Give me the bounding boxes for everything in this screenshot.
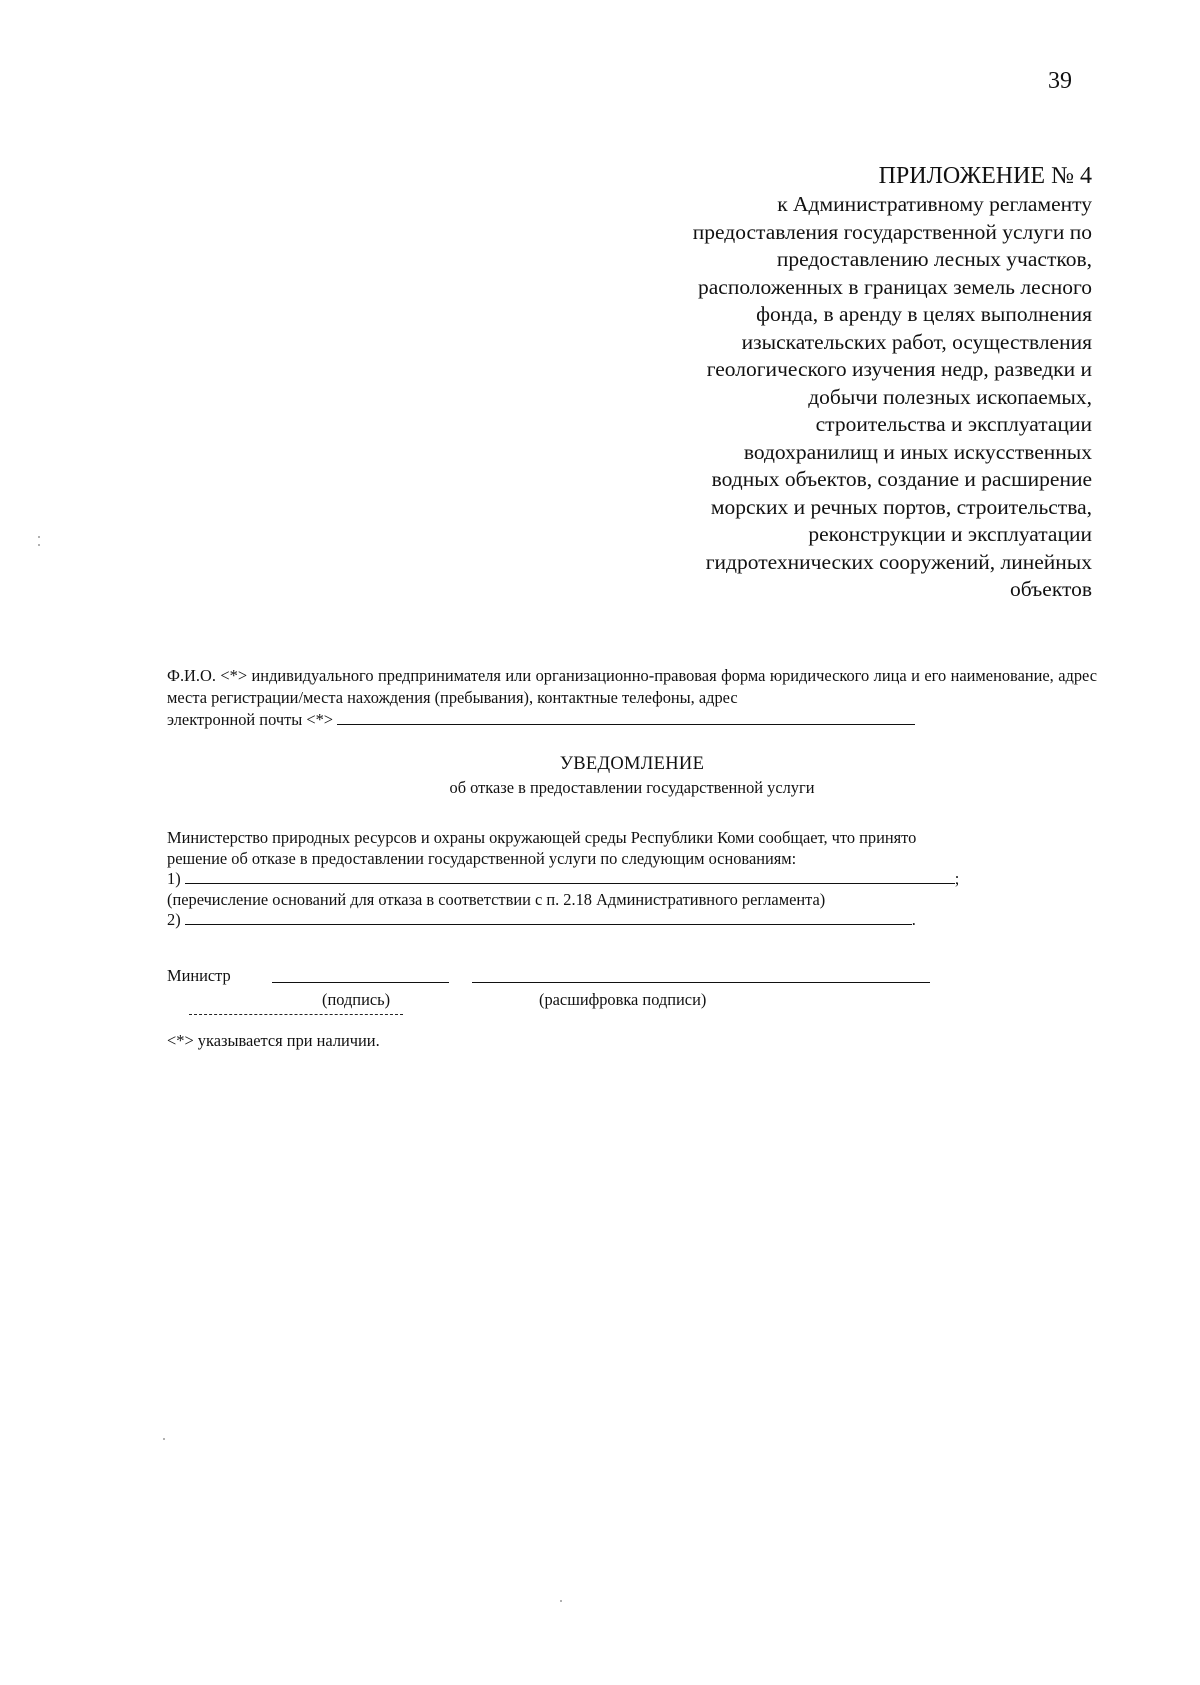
signature-caption: (подпись) — [322, 990, 391, 1009]
body-line: Министерство природных ресурсов и охраны окружающей среды Республики Коми сообщает, что принято — [167, 828, 917, 847]
annex-line: реконструкции и эксплуатации — [808, 522, 1092, 546]
annex-line: гидротехнических сооружений, линейных — [705, 549, 1092, 574]
reason-item-2 — [167, 910, 1107, 931]
notice-title: УВЕДОМЛЕНИЕ — [559, 754, 705, 774]
annex-line: расположенных в границах земель лесного — [697, 274, 1092, 299]
decryption-blank-line — [472, 982, 930, 983]
reason-number: 1) — [167, 869, 181, 888]
signature-block — [167, 966, 1107, 1026]
notice-heading — [167, 752, 1097, 800]
reason-number: 2) — [167, 910, 181, 929]
email-blank-line — [337, 710, 915, 725]
footnote-divider — [189, 1014, 403, 1015]
annex-line: предоставлению лесных участков, — [776, 247, 1092, 271]
annex-header — [532, 162, 1092, 604]
annex-line: объектов — [1010, 577, 1092, 601]
reason-hint: (перечисление оснований для отказа в соответствии с п. 2.18 Административного регламента) — [167, 889, 826, 909]
scan-speck — [560, 1600, 562, 1602]
annex-line: добычи полезных ископаемых, — [808, 384, 1092, 409]
addressee-email-line — [167, 709, 1097, 731]
annex-line: фонда, в аренду в целях выполнения — [756, 302, 1092, 326]
annex-line: строительства и эксплуатации — [815, 412, 1092, 436]
page-number: 39 — [1048, 68, 1072, 94]
scan-speck — [163, 1438, 165, 1440]
annex-line: морских и речных портов, строительства, — [710, 494, 1092, 519]
annex-line: предоставления государственной услуги по — [692, 219, 1092, 244]
decryption-caption: (расшифровка подписи) — [539, 990, 707, 1009]
scan-speck — [38, 544, 40, 546]
annex-line: водных объектов, создание и расширение — [711, 467, 1092, 491]
annex-title: ПРИЛОЖЕНИЕ № 4 — [878, 163, 1092, 189]
footnote: <*> указывается при наличии. — [167, 1031, 380, 1050]
notice-subtitle: об отказе в предоставлении государственной услуги — [449, 778, 815, 797]
addressee-email-label: электронной почты <*> — [167, 710, 334, 729]
reason-terminator: . — [911, 910, 916, 929]
reason-blank-line — [185, 869, 955, 884]
addressee-block — [167, 665, 1097, 731]
annex-line: водохранилищ и иных искусственных — [743, 439, 1092, 464]
annex-line: изыскательских работ, осуществления — [741, 329, 1092, 354]
annex-line: геологического изучения недр, разведки и — [706, 357, 1092, 381]
reason-item-1 — [167, 869, 1107, 890]
addressee-text: Ф.И.О. <*> индивидуального предпринимателя или организационно-правовая форма юридического лица и его наименование, адрес места регистрации/места нахождения (пребывания), контактные телефоны, адрес — [167, 666, 1097, 707]
reason-blank-line — [185, 910, 912, 925]
signature-blank-line — [272, 982, 449, 983]
reason-terminator: ; — [954, 869, 960, 888]
signer-role: Министр — [167, 966, 231, 985]
body-line: решение об отказе в предоставлении государственной услуги по следующим основаниям: — [167, 848, 797, 868]
annex-line: к Административному регламенту — [777, 192, 1092, 216]
notice-body — [167, 828, 1107, 931]
scan-speck — [38, 536, 40, 538]
